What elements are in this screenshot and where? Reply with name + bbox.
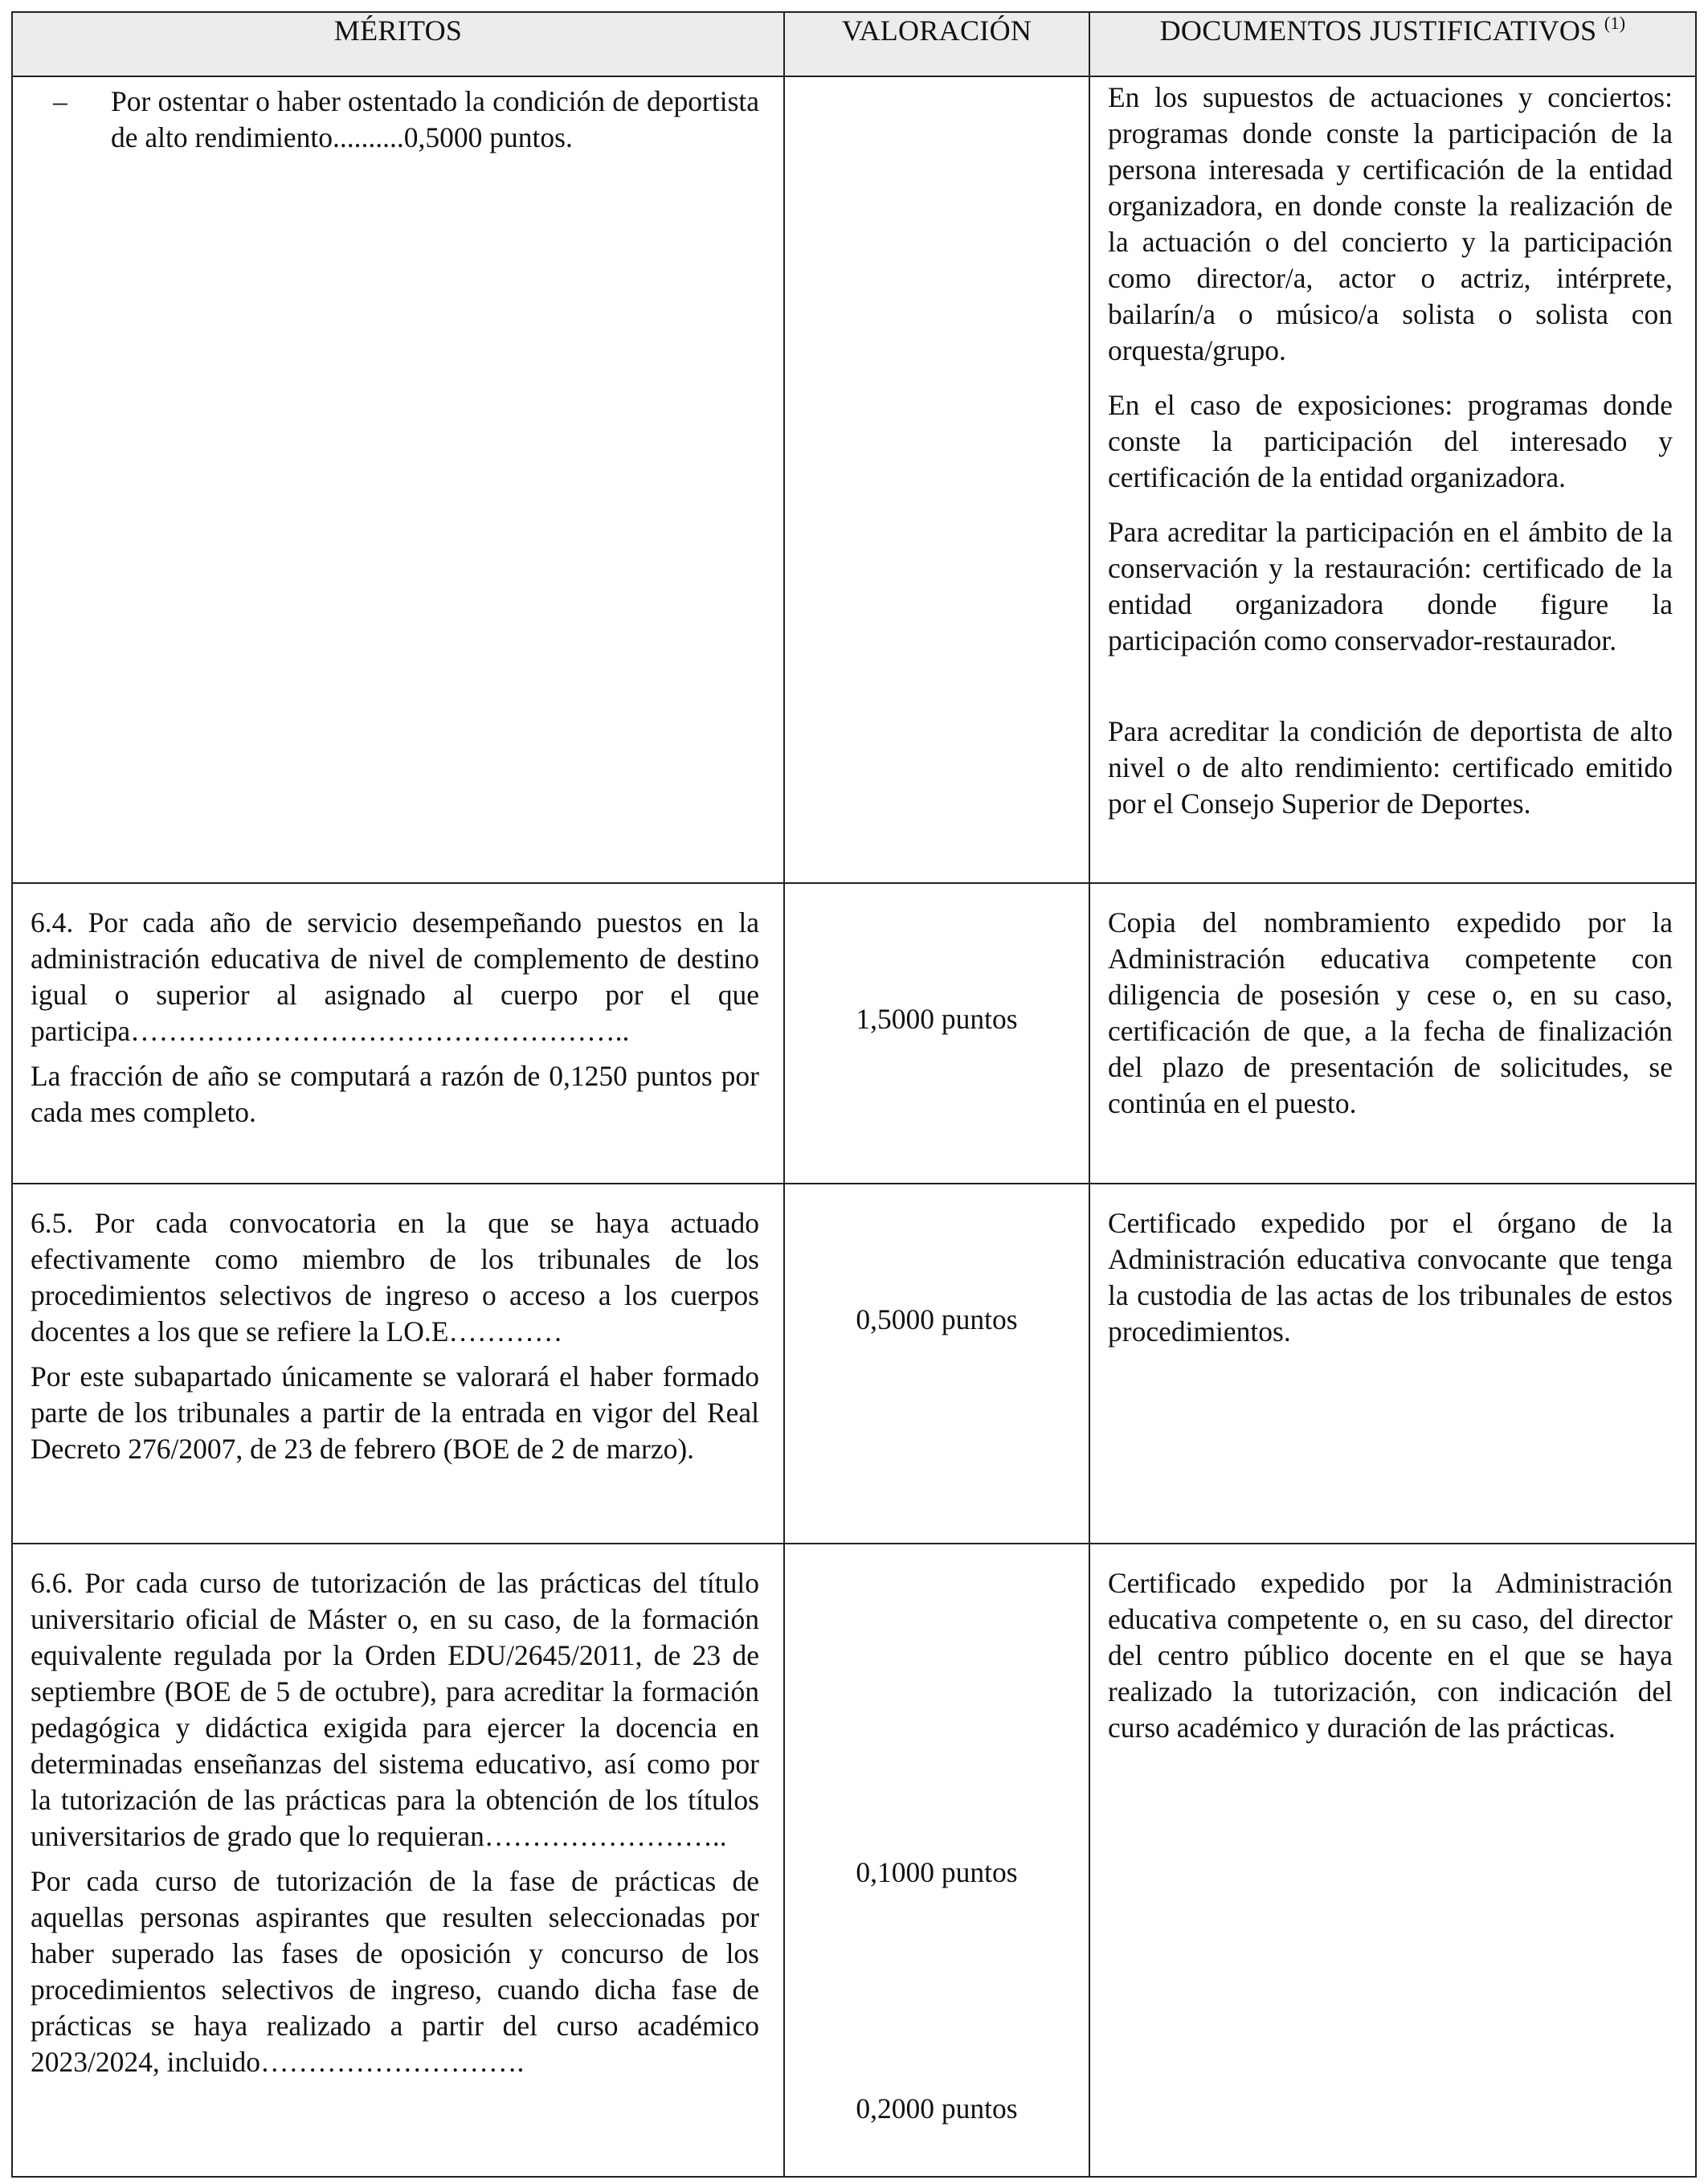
merit-paragraph: Por cada curso de tutorización de la fase de prácticas de aquellas personas aspirantes que resulten seleccionadas por haber superado las fases de oposición y concurso de los procedimientos selectivos de ingreso, cuando dicha fase de prácticas se haya realizado a partir del curso académico 2023/2024, incluido……………………….	[31, 1865, 759, 2078]
merit-paragraph: La fracción de año se computará a razón de 0,1250 puntos por cada mes completo.	[31, 1060, 759, 1128]
table-row	[12, 1184, 1696, 1544]
value-text: 0,5000 puntos	[856, 1303, 1018, 1335]
value-text: 0,1000 puntos	[856, 1856, 1018, 1888]
merit-cell	[12, 1544, 784, 2177]
doc-paragraph: Certificado expedido por el órgano de la Administración educativa convocante que tenga la custodia de las actas de los tribunales de estos procedimientos.	[1108, 1207, 1673, 1348]
merit-paragraph: 6.4. Por cada año de servicio desempeñando puestos en la administración educativa de nivel de complemento de destino igual o superior al asignado al cuerpo por el que participa……………………………………………..	[31, 906, 759, 1047]
header-valoracion: VALORACIÓN	[784, 12, 1089, 76]
table-row	[12, 883, 1696, 1184]
documentos-cell	[1089, 76, 1696, 883]
value-text: 0,2000 puntos	[856, 2092, 1018, 2125]
doc-paragraph: En el caso de exposiciones: programas donde conste la participación del interesado y certificación de la entidad organizadora.	[1108, 389, 1673, 493]
merit-cell	[12, 883, 784, 1184]
merit-paragraph: Por este subapartado únicamente se valorará el haber formado parte de los tribunales a partir de la entrada en vigor del Real Decreto 276/2007, de 23 de febrero (BOE de 2 de marzo).	[31, 1360, 759, 1465]
doc-paragraph: Copia del nombramiento expedido por la Administración educativa competente con diligencia de posesión y cese o, en su caso, certificación de que, a la fecha de finalización del plazo de presentación de solicitudes, se continúa en el puesto.	[1108, 906, 1673, 1119]
merit-paragraph: 6.6. Por cada curso de tutorización de las prácticas del título universitario oficial de Máster o, en su caso, de la formación equivalente regulada por la Orden EDU/2645/2011, de 23 de septiembre (BOE de 5 de octubre), para acreditar la formación pedagógica y didáctica exigida para ejercer la docencia en determinadas enseñanzas del sistema educativo, así como por la tutorización de las prácticas para la obtención de los títulos universitarios de grado que lo requieran……………………..	[31, 1567, 759, 1852]
documentos-cell	[1089, 1184, 1696, 1544]
merit-paragraph: 6.5. Por cada convocatoria en la que se haya actuado efectivamente como miembro de los tribunales de los procedimientos selectivos de ingreso o acceso a los cuerpos docentes a los que se refiere la LO.E…………	[31, 1207, 759, 1348]
valoracion-cell	[784, 1184, 1089, 1544]
documentos-cell	[1089, 1544, 1696, 2177]
merit-dash: –	[53, 85, 67, 117]
merits-table	[11, 11, 1697, 2178]
merit-cell	[12, 1184, 784, 1544]
header-meritos: MÉRITOS	[12, 12, 784, 76]
valoracion-cell	[784, 883, 1089, 1184]
merit-cell	[12, 76, 784, 883]
doc-paragraph: Certificado expedido por la Administración educativa competente o, en su caso, del director del centro público docente en el que se haya realizado la tutorización, con indicación del curso académico y duración de las prácticas.	[1108, 1567, 1673, 1744]
doc-paragraph: Para acreditar la participación en el ámbito de la conservación y la restauración: certificado de la entidad organizadora donde figure la participación como conservador-restaurador.	[1108, 516, 1673, 656]
merit-list-item	[31, 84, 759, 156]
table-row	[12, 1544, 1696, 2177]
table-header-row	[12, 12, 1696, 76]
header-documentos-label: DOCUMENTOS JUSTIFICATIVOS	[1159, 14, 1597, 47]
documentos-cell	[1089, 883, 1696, 1184]
value-text: 1,5000 puntos	[856, 1003, 1018, 1035]
valoracion-cell	[784, 1544, 1089, 2177]
doc-paragraph: En los supuestos de actuaciones y conciertos: programas donde conste la participación de la persona interesada y certificación de la entidad organizadora, en donde conste la realización de la actuación o del concierto y la participación como director/a, actor o actriz, intérprete, bailarín/a o músico/a solista o solista con orquesta/grupo.	[1108, 81, 1673, 366]
document-page	[11, 11, 1695, 2178]
header-footnote-marker: (1)	[1604, 13, 1626, 33]
header-documentos	[1089, 12, 1696, 76]
merit-text: Por ostentar o haber ostentado la condición de deportista de alto rendimiento..........0,5000 puntos.	[111, 85, 759, 153]
valoracion-cell	[784, 76, 1089, 883]
doc-paragraph: Para acreditar la condición de deportista de alto nivel o de alto rendimiento: certificado emitido por el Consejo Superior de Deportes.	[1108, 715, 1673, 820]
table-row	[12, 76, 1696, 883]
